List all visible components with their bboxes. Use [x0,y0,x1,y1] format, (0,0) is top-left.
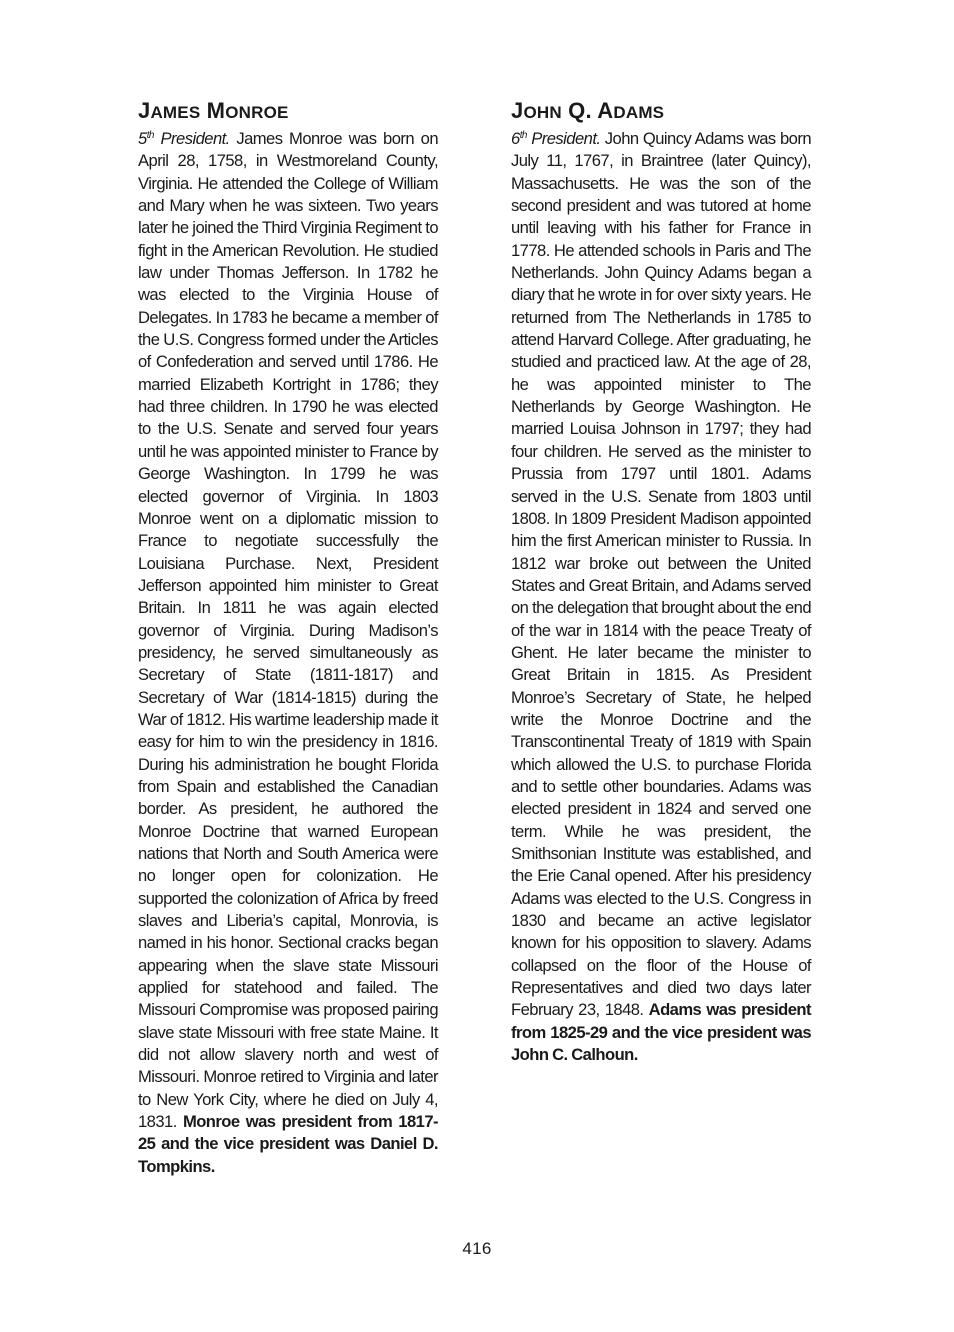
article-text: James Monroe was born on April 28, 1758, in Westmoreland County, Virginia. He attended the College of William and Mary when he was sixteen. Two years later he joined the Third Virginia Regiment to fight in the American Revolution. He studied law under Thomas Jefferson. In 1782 he was elected to the Virginia House of Delegates. In 1783 he became a member of the U.S. Congress formed under the Articles of Confederation and served until 1786. He married Elizabeth Kortright in 1786; they had three children. In 1790 he was elected to the U.S. Senate and served four years until he was appointed minister to France by George Washington. In 1799 he was elected governor of Virginia. In 1803 Monroe went on a diplomatic mission to France to negotiate successfully the Louisiana Purchase. Next, President Jefferson appointed him minister to Great Britain. In 1811 he was again elected governor of Virginia. During Madison’s presidency, he served simultaneously as Secretary of State (1811-1817) and Secretary of War (1814-1815) during the War of 1812. His wartime leadership made it easy for him to win the presidency in 1816. During his administration he bought Florida from Spain and established the Canadian border. As president, he authored the Monroe Doctrine that warned European nations that North and South America were no longer open for colonization. He supported the colonization of Africa by freed slaves and Liberia’s capital, Monrovia, is named in his honor. Sectional cracks began appearing when the slave state Missouri applied for statehood and failed. The Missouri Compromise was proposed pairing slave state Missouri with free state Maine. It did not allow slavery north and west of Missouri. Monroe retired to Virginia and later to New York City, where he died on July 4, 1831. [138,129,439,1132]
article-lead [511,129,600,148]
heading-smallcaps: OHN [523,103,562,122]
article-text: John Quincy Adams was born July 11, 1767, in Braintree (later Quincy), Massachusetts. He was the son of the second president and was tutored at home until leaving with his father for France in 1778. He attended schools in Paris and The Netherlands. John Quincy Adams began a diary that he wrote in for over sixty years. He returned from The Netherlands in 1785 to attend Harvard College. After graduating, he studied and practiced law. At the age of 28, he was appointed minister to The Netherlands by George Washington. He married Louisa Johnson in 1797; they had four children. He served as the minister to Prussia from 1797 until 1801. Adams served in the U.S. Senate from 1803 until 1808. In 1809 President Madison appointed him the first American minister to Russia. In 1812 war broke out between the United States and Great Britain, and Adams served on the delegation that brought about the end of the war in 1814 with the peace Treaty of Ghent. He later became the minister to Great Britain in 1815. As President Monroe’s Secretary of State, he helped write the Monroe Doctrine and the Transcontinental Treaty of 1819 with Spain which allowed the U.S. to purchase Florida and to settle other boundaries. Adams was elected president in 1824 and served one term. While he was president, the Smithsonian Institute was established, and the Erie Canal opened. After his presidency Adams was elected to the U.S. Congress in 1830 and became an active legislator known for his opposition to slavery. Adams collapsed on the floor of the House of Representatives and died two days later February 23, 1848. [511,129,812,1020]
page-number: 416 [462,1239,492,1258]
lead-ordinal: 5 [138,129,147,148]
article-closing: Adams was president from 1825-29 and the vice president was John C. Calhoun. [511,1000,811,1065]
lead-ordinal-suffix: th [146,130,154,141]
heading-initial: M [206,98,226,123]
heading-smallcaps: DAMS [613,103,665,122]
article-body [138,128,438,1178]
heading-smallcaps: AMES [150,103,201,122]
lead-text: President. [153,129,230,148]
lead-ordinal-suffix: th [519,130,527,141]
lead-ordinal: 6 [511,129,520,148]
article-lead [138,129,230,148]
heading-initial: Q. A [568,98,614,123]
lead-text: President. [526,129,601,148]
article-closing: Monroe was president from 1817-25 and the vice president was Daniel D. Tompkins. [138,1112,439,1176]
article-body [511,128,811,1066]
article-heading [511,96,811,128]
article-james-monroe [138,96,438,1178]
heading-initial: J [138,98,151,123]
article-john-q-adams [511,96,811,1066]
article-heading [138,96,438,128]
heading-initial: J [511,98,524,123]
heading-smallcaps: ONROE [225,103,289,122]
